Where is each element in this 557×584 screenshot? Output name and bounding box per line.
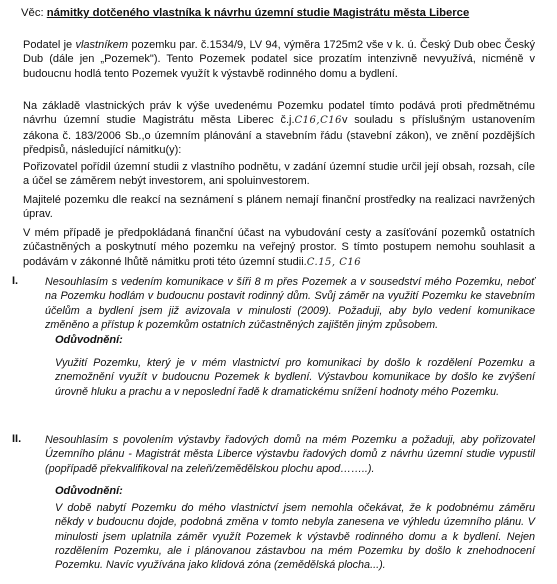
objection-number: II. [12,433,22,445]
subject-prefix: Věc: [21,7,47,19]
paragraph-owners: Majitelé pozemku dle reakcí na seznámení s plánem nemají finanční prostředky na realizaci navržených úprav. [23,194,535,221]
reason-label: Odůvodnění: [55,485,123,497]
paragraph-emphasis: vlastníkem [75,39,129,51]
paragraph-text: v souladu s příslušným ustanovením zákona č. 183/2006 Sb.,o územním plánování a stavebním řádu (stavební zákon), ve znění pozdějších předpisů, následující námitku(y): [23,114,535,157]
paragraph-procurer: Pořizovatel pořídil územní studii z vlastního podnětu, v zadání územní studie určil její obsah, rozsah, cíle a účel se záměrem nebýt investorem, ani spoluinvestorem. [23,161,535,188]
handwritten-reference: C16,C16 [294,115,342,127]
reason-text: V době nabytí Pozemku do mého vlastnictví jsem nemohla očekávat, že k podobnému záměru někdy v budoucnu dojde, podobná změna v tomto nebyla zanesena ve výhledu územního plánu. V minulosti jsem uplatnila záměr využít Pozemek k výstavbě rodinného domu a k bydlení. Nejen rozdělením Pozemku, ale i plánovanou zástavbou na mém Pozemku by došlo k znehodnocení Pozemku. Navíc využívána jako klidová zóna (zemědělská plocha...). [55,502,535,572]
paragraph-ownership [23,38,535,81]
paragraph-text: V mém případě je předpokládaná finanční účast na vybudování cesty a zasíťování pozemků ostatních zúčastněných a poskytnutí mého pozemku na veřejný prostor. S tímto postupem nemohu souhlasit a podávám v zákonné lhůtě námitku proti této územní studii. [23,227,535,268]
paragraph-text: Na základě vlastnických práv k výše uvedenému Pozemku podatel tímto podává proti předmětnému návrhu územní studie Magistrátu města Liberec č.j. [23,100,535,127]
reason-text: Využití Pozemku, který je v mém vlastnictví pro komunikaci by došlo k rozdělení Pozemku a znemožnění využít v budoucnu Pozemek k bydlení. Výstavbou komunikace by došlo ke zvýšení úrovně hluku a prachu a v neposlední řadě k dramatickému snížení hodnoty mého Pozemku. [55,357,535,398]
reason-label: Odůvodnění: [55,334,123,346]
objection-number: I. [12,275,19,287]
handwritten-reference: C.15, C16 [306,256,362,268]
paragraph-text: Podatel je [23,39,76,51]
paragraph-text: pozemku par. č.1534/9, LV 94, výměra 1725m2 vše v k. ú. Český Dub obec Český Dub (dále jen „Pozemek"). Tento Pozemek podatel sice prozatím intenzivně nevyužívá, nicméně v budoucnu hodlá tento Pozemek využít k výstavbě rodinného domu a bydlení. [23,39,535,80]
objection-text: Nesouhlasím s vedením komunikace v šíři 8 m přes Pozemek a v sousedství mého Pozemku, neboť na Pozemku hodlám v budoucnu postavit rodinný dům. Svůj záměr na využití Pozemku ke stavebním účelům a bydlení jsem již avizovala v minulosti (2009). Požaduji, aby bylo vedení komunikace změněno a přístup k pozemkům ostatních zúčastněných zajištěn jiným způsobem. [45,276,535,331]
subject-title: námitky dotčeného vlastníka k návrhu územní studie Magistrátu města Liberce [46,7,470,19]
paragraph-my-case [23,226,535,270]
paragraph-objection-basis [23,99,535,158]
subject-line [21,7,469,19]
objection-text: Nesouhlasím s povolením výstavby řadových domů na mém Pozemku a požaduji, aby pořizovatel Územního plánu - Magistrát města Liberce výstavbu řadových domů z návrhu územní studie vypustil (popřípadě překvalifikoval na zeleň/zemědělskou plochu apod……..). [45,434,535,475]
